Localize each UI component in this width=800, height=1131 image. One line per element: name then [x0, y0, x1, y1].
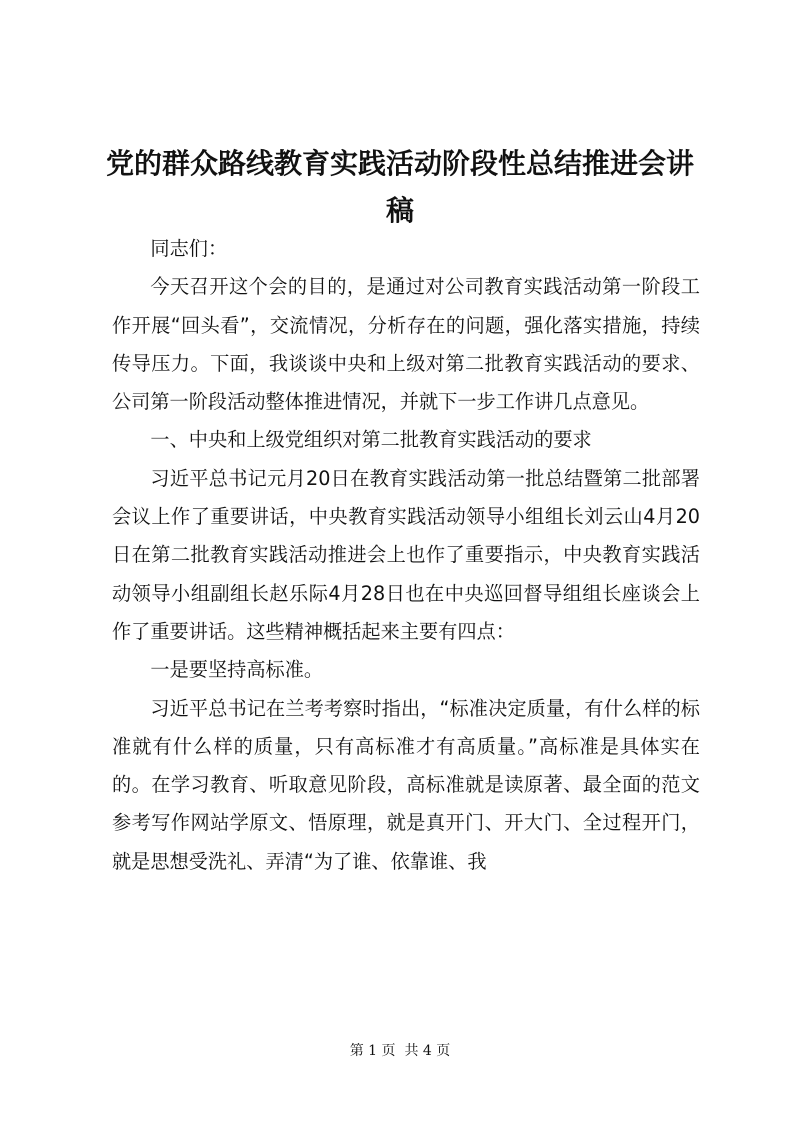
document-body — [112, 230, 700, 881]
page-footer — [0, 1041, 800, 1061]
subheading-paragraph: 一是要坚持高标准。 — [150, 658, 324, 682]
body-paragraph: 习近平总书记元月20日在教育实践活动第一批总结暨第二批部署会议上作了重要讲话，中央教育实践活动领导小组组长刘云山4月20日在第二批教育实践活动推进会上也作了重要指示，中央教育实践活动领导小组副组长赵乐际4月28日也在中央巡回督导组组长座谈会上作了重要讲话。这些精神概括起来主要有四点： — [112, 466, 700, 643]
salutation-paragraph: 同志们： — [150, 237, 228, 260]
body-paragraph: 习近平总书记在兰考考察时指出，“标准决定质量，有什么样的标准就有什么样的质量，只有高标准才有高质量。”高标准是具体实在的。在学习教育、听取意见阶段，高标准就是读原著、最全面的范文参考写作网站学原文、悟原理，就是真开门、开大门、全过程开门，就是思想受洗礼、弄清“为了谁、依靠谁、我 — [112, 696, 700, 873]
document-title: 党的群众路线教育实践活动阶段性总结推进会讲稿 — [105, 147, 694, 227]
page-total: 共 4 页 — [404, 1043, 451, 1059]
intro-paragraph: 今天召开这个会的目的，是通过对公司教育实践活动第一阶段工作开展“回头看”，交流情况，分析存在的问题，强化落实措施，持续传导压力。下面，我谈谈中央和上级对第二批教育实践活动的要求、公司第一阶段活动整体推进情况，并就下一步工作讲几点意见。 — [112, 275, 700, 414]
page-number: 第 1 页 — [349, 1043, 396, 1059]
section-heading: 一、中央和上级党组织对第二批教育实践活动的要求 — [150, 428, 592, 452]
